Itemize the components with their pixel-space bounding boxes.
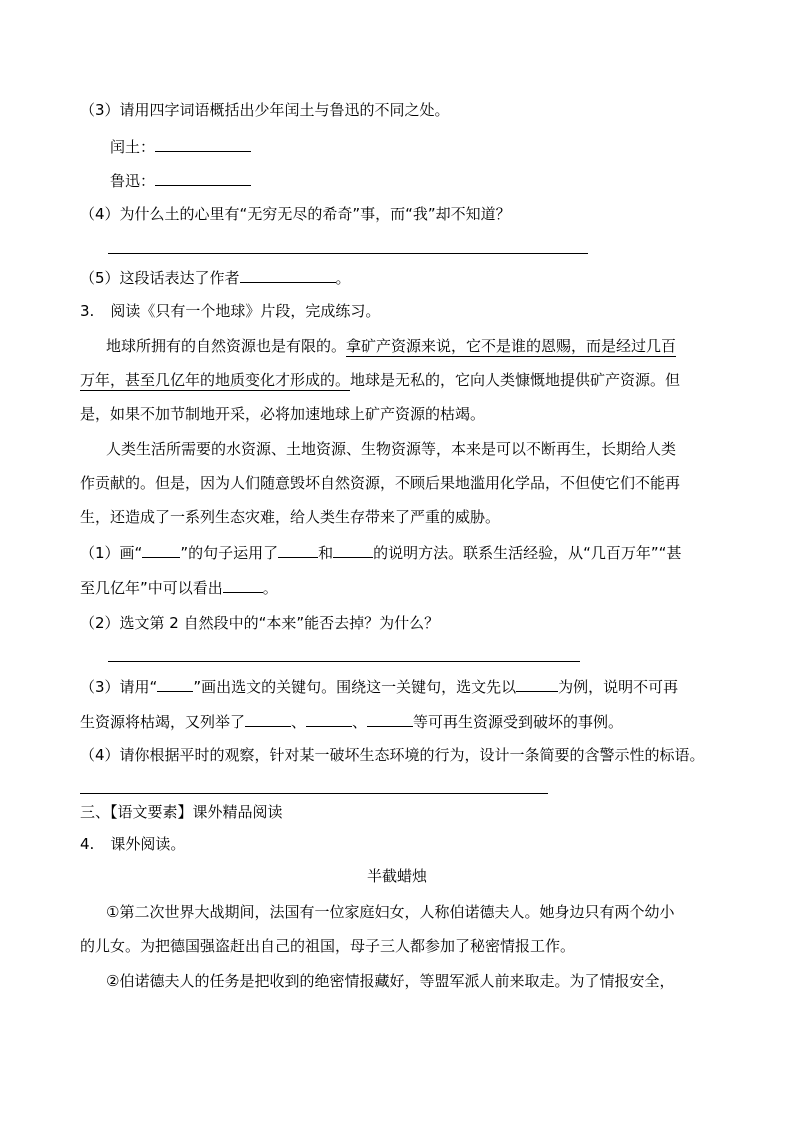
q3-blank-resource-2[interactable]: [306, 711, 352, 727]
q1-underline-sample: [142, 542, 180, 558]
question-4: （4）为什么土的心里有“无穷无尽的希奇”事，而“我”却不知道？: [80, 205, 511, 223]
passage-p2-line3: 生，还造成了一系列生态灾难，给人类生存带来了严重的威胁。: [80, 508, 501, 526]
runtu-blank[interactable]: [155, 136, 251, 152]
q3-sep-1: 、: [291, 713, 307, 731]
story-p2-line1: ②伯诺德夫人的任务是把收到的绝密情报藏好，等盟军派人前来取走。为了情报安全，: [106, 972, 675, 990]
luxun-answer-line: [110, 170, 251, 191]
s3-question-1: [80, 542, 681, 563]
passage-p2-line2: 作贡献的。但是，因为人们随意毁坏自然资源，不顾后果地滥用化学品，不但使它们不能再: [80, 474, 681, 492]
q3-line2-text: 生资源将枯竭，又列举了: [80, 713, 246, 731]
q1-blank-conclusion[interactable]: [223, 577, 263, 593]
question-4-heading: [80, 834, 185, 854]
luxun-label: 鲁迅：: [110, 172, 156, 190]
section-three-heading: 三、【语文要素】课外精品阅读: [80, 803, 283, 821]
q5-end: 。: [335, 269, 351, 287]
q3-sep-2: 、: [352, 713, 368, 731]
s3-question-4: （4）请你根据平时的观察，针对某一破坏生态环境的行为，设计一条简要的含警示性的标语。: [80, 746, 705, 764]
runtu-label: 闰土：: [110, 138, 156, 156]
q3-blank-example[interactable]: [516, 676, 558, 692]
q1-part-d: 的说明方法。联系生活经验，从“几百万年”“甚: [373, 544, 682, 562]
q3-blank-resource-1[interactable]: [245, 711, 291, 727]
runtu-answer-line: [110, 136, 251, 157]
s3-question-3-line2: [80, 711, 623, 732]
question-5: [80, 267, 351, 288]
section-3-title: 阅读《只有一个地球》片段，完成练习。: [110, 302, 381, 320]
answer-rule-q4[interactable]: [108, 253, 588, 254]
question-3: （3）请用四字词语概括出少年闰土与鲁迅的不同之处。: [80, 101, 450, 119]
luxun-blank[interactable]: [155, 170, 251, 186]
answer-rule-s3q2[interactable]: [108, 661, 580, 662]
q3-part-a: （3）请用“: [80, 678, 158, 696]
section-3-number: 3.: [80, 302, 95, 320]
answer-rule-s3q4[interactable]: [80, 793, 548, 794]
q1-part-c: 和: [318, 544, 334, 562]
section-3-heading: [80, 301, 380, 321]
q3-line2-end: 等可再生资源受到破坏的事例。: [413, 713, 624, 731]
q3-part-b: ”画出选文的关键句。围绕这一关键句，选文先以: [193, 678, 517, 696]
q1-blank-method-2[interactable]: [333, 542, 373, 558]
q3-part-c: 为例，说明不可再: [558, 678, 679, 696]
q3-blank-resource-3[interactable]: [367, 711, 413, 727]
s3-question-3: [80, 676, 678, 697]
s3-question-1-line2: [80, 577, 278, 598]
underlined-sentence-part2: 万年，甚至几亿年的地质变化才形成的。: [80, 371, 351, 389]
q1-line2-end: 。: [262, 579, 278, 597]
question-4-instruction: 课外阅读。: [110, 835, 186, 853]
q1-blank-method-1[interactable]: [278, 542, 318, 558]
passage-p2-line1: 人类生活所需要的水资源、土地资源、生物资源等，本来是可以不断再生，长期给人类: [106, 440, 677, 458]
passage-p1-line2: [80, 370, 680, 390]
q5-text: （5）这段话表达了作者: [80, 269, 240, 287]
q1-line2-text: 至几亿年”中可以看出: [80, 579, 223, 597]
p1-text: 地球所拥有的自然资源也是有限的。: [106, 337, 347, 355]
underlined-sentence-part1: 拿矿产资源来说，它不是谁的恩赐，而是经过几百: [346, 337, 677, 355]
s3-question-2: （2）选文第 2 自然段中的“本来”能否去掉？为什么？: [80, 614, 440, 632]
story-p1-line2: 的儿女。为把德国强盗赶出自己的祖国，母子三人都参加了秘密情报工作。: [80, 937, 576, 955]
passage-p1-line3: 是，如果不加节制地开采，必将加速地球上矿产资源的枯竭。: [80, 405, 486, 423]
q3-underline-sample: [157, 676, 193, 692]
q1-part-b: ”的句子运用了: [180, 544, 279, 562]
q1-part-a: （1）画“: [80, 544, 143, 562]
story-p1-line1: ①第二次世界大战期间，法国有一位家庭妇女，人称伯诺德夫人。她身边只有两个幼小: [106, 903, 675, 921]
q5-blank[interactable]: [240, 267, 336, 283]
p1-text-cont: 地球是无私的，它向人类慷慨地提供矿产资源。但: [350, 371, 681, 389]
story-title: 半截蜡烛: [366, 867, 427, 885]
question-4-number: 4.: [80, 835, 95, 853]
passage-p1-line1: [106, 336, 676, 356]
